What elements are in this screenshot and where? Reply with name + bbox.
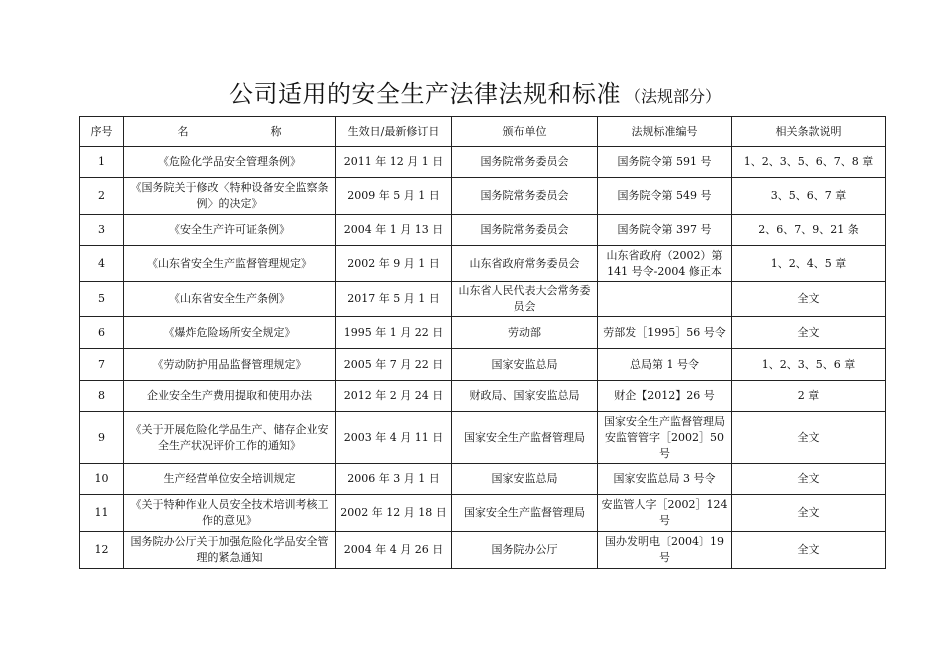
cell-issuer: 国家安监总局 xyxy=(452,464,598,495)
cell-code: 国办发明电〔2004〕19 号 xyxy=(598,532,732,569)
cell-clauses: 全文 xyxy=(732,412,886,464)
cell-name: 企业安全生产费用提取和使用办法 xyxy=(124,381,336,412)
cell-issuer: 山东省政府常务委员会 xyxy=(452,246,598,282)
cell-date: 2003 年 4 月 11 日 xyxy=(336,412,452,464)
cell-issuer: 国务院常务委员会 xyxy=(452,178,598,215)
page-title: 公司适用的安全生产法律法规和标准 xyxy=(228,80,621,108)
cell-index: 11 xyxy=(80,495,124,532)
cell-code: 山东省政府（2002）第 141 号令-2004 修正本 xyxy=(598,246,732,282)
cell-name: 《国务院关于修改〈特种设备安全监察条例〉的决定》 xyxy=(124,178,336,215)
cell-name: 《关于开展危险化学品生产、储存企业安全生产状况评价工作的通知》 xyxy=(124,412,336,464)
cell-index: 1 xyxy=(80,147,124,178)
cell-issuer: 国务院办公厅 xyxy=(452,532,598,569)
cell-code: 劳部发［1995］56 号令 xyxy=(598,317,732,349)
cell-index: 12 xyxy=(80,532,124,569)
cell-issuer: 国家安全生产监督管理局 xyxy=(452,412,598,464)
cell-issuer: 财政局、国家安监总局 xyxy=(452,381,598,412)
table-row xyxy=(80,412,886,464)
cell-clauses: 1、2、4、5 章 xyxy=(732,246,886,282)
cell-clauses: 全文 xyxy=(732,317,886,349)
cell-issuer: 国家安全生产监督管理局 xyxy=(452,495,598,532)
cell-index: 9 xyxy=(80,412,124,464)
table-row xyxy=(80,532,886,569)
cell-clauses: 3、5、6、7 章 xyxy=(732,178,886,215)
cell-clauses: 全文 xyxy=(732,495,886,532)
cell-index: 4 xyxy=(80,246,124,282)
cell-name: 《劳动防护用品监督管理规定》 xyxy=(124,349,336,381)
cell-code: 财企【2012】26 号 xyxy=(598,381,732,412)
cell-clauses: 1、2、3、5、6 章 xyxy=(732,349,886,381)
cell-date: 2006 年 3 月 1 日 xyxy=(336,464,452,495)
cell-code: 总局第 1 号令 xyxy=(598,349,732,381)
cell-code xyxy=(598,282,732,317)
cell-index: 8 xyxy=(80,381,124,412)
cell-name: 《危险化学品安全管理条例》 xyxy=(124,147,336,178)
cell-name: 《爆炸危险场所安全规定》 xyxy=(124,317,336,349)
cell-clauses: 全文 xyxy=(732,464,886,495)
cell-date: 2004 年 4 月 26 日 xyxy=(336,532,452,569)
cell-date: 2004 年 1 月 13 日 xyxy=(336,215,452,246)
cell-name: 《山东省安全生产条例》 xyxy=(124,282,336,317)
cell-date: 2011 年 12 月 1 日 xyxy=(336,147,452,178)
cell-code: 国家安全生产监督管理局安监管管字［2002］50 号 xyxy=(598,412,732,464)
page-title-block xyxy=(0,74,950,109)
table-row xyxy=(80,282,886,317)
table-header-row xyxy=(80,117,886,147)
col-header-name-part2: 称 xyxy=(270,124,282,138)
table-row xyxy=(80,464,886,495)
cell-code: 安监管人字［2002］124 号 xyxy=(598,495,732,532)
table-row xyxy=(80,178,886,215)
cell-issuer: 国务院常务委员会 xyxy=(452,215,598,246)
cell-clauses: 2 章 xyxy=(732,381,886,412)
cell-issuer: 国家安监总局 xyxy=(452,349,598,381)
table-row xyxy=(80,317,886,349)
cell-date: 1995 年 1 月 22 日 xyxy=(336,317,452,349)
cell-name: 国务院办公厅关于加强危险化学品安全管理的紧急通知 xyxy=(124,532,336,569)
cell-index: 3 xyxy=(80,215,124,246)
col-header-name-part1: 名 xyxy=(177,124,189,138)
cell-date: 2002 年 12 月 18 日 xyxy=(336,495,452,532)
cell-clauses: 1、2、3、5、6、7、8 章 xyxy=(732,147,886,178)
col-header-index: 序号 xyxy=(80,117,124,147)
cell-name: 《安全生产许可证条例》 xyxy=(124,215,336,246)
cell-date: 2017 年 5 月 1 日 xyxy=(336,282,452,317)
cell-date: 2005 年 7 月 22 日 xyxy=(336,349,452,381)
table-row xyxy=(80,215,886,246)
page-subtitle: （法规部分） xyxy=(624,87,721,106)
col-header-issuer: 颁布单位 xyxy=(452,117,598,147)
cell-date: 2002 年 9 月 1 日 xyxy=(336,246,452,282)
table-row xyxy=(80,349,886,381)
cell-clauses: 2、6、7、9、21 条 xyxy=(732,215,886,246)
cell-date: 2012 年 2 月 24 日 xyxy=(336,381,452,412)
cell-name: 《关于特种作业人员安全技术培训考核工作的意见》 xyxy=(124,495,336,532)
table-row xyxy=(80,246,886,282)
col-header-date: 生效日/最新修订日 xyxy=(336,117,452,147)
cell-issuer: 劳动部 xyxy=(452,317,598,349)
table-row xyxy=(80,495,886,532)
cell-index: 10 xyxy=(80,464,124,495)
cell-code: 国务院令第 397 号 xyxy=(598,215,732,246)
cell-clauses: 全文 xyxy=(732,532,886,569)
table-row xyxy=(80,147,886,178)
cell-index: 6 xyxy=(80,317,124,349)
cell-code: 国家安监总局 3 号令 xyxy=(598,464,732,495)
cell-name: 《山东省安全生产监督管理规定》 xyxy=(124,246,336,282)
cell-issuer: 山东省人民代表大会常务委员会 xyxy=(452,282,598,317)
regulations-table xyxy=(79,116,886,569)
col-header-name xyxy=(124,117,336,147)
cell-clauses: 全文 xyxy=(732,282,886,317)
cell-index: 5 xyxy=(80,282,124,317)
cell-code: 国务院令第 591 号 xyxy=(598,147,732,178)
cell-code: 国务院令第 549 号 xyxy=(598,178,732,215)
col-header-clauses: 相关条款说明 xyxy=(732,117,886,147)
table-row xyxy=(80,381,886,412)
cell-index: 2 xyxy=(80,178,124,215)
cell-name: 生产经营单位安全培训规定 xyxy=(124,464,336,495)
col-header-code: 法规标准编号 xyxy=(598,117,732,147)
cell-date: 2009 年 5 月 1 日 xyxy=(336,178,452,215)
cell-issuer: 国务院常务委员会 xyxy=(452,147,598,178)
cell-index: 7 xyxy=(80,349,124,381)
